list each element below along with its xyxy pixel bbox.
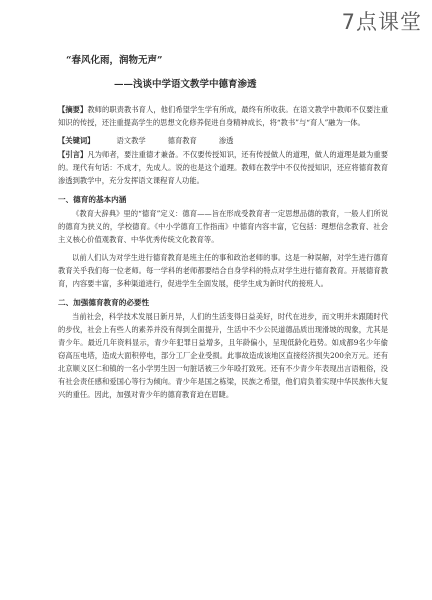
keywords-row — [58, 135, 388, 148]
intro-label: 【引言】 — [58, 149, 88, 159]
article-subtitle: ——浅谈中学语文教学中德育渗透 — [114, 79, 257, 90]
article-body — [58, 52, 388, 407]
keyword-item: 德育教育 — [167, 135, 197, 145]
section-paragraph: 当前社会，科学技术发展日新月异，人们的生活变得日益美好，时代在进步，而文明并未跟随时代的步伐，社会上有些人的素养并没有得到全面提升，生活中不少公民道德品质出现滑坡的现象，尤其是青少年。最近几年资料显示，青少年犯罪日益增多，且年龄偏小，呈现低龄化趋势。如成都9名少年偷窃高压电塔，造成大面积停电，部分工厂企业受损。此事故造成该地区直接经济损失200余万元。还有北京顺义区仁和镇的一名小学男生因一句脏话被三少年殴打致死。还有不少青少年表现出言语粗俗，没有社会责任感和爱国心等行为倾向。青少年是国之栋梁，民族之希望，他们肩负着实现中华民族伟大复兴的重任。因此，加强对青少年的德育教育迫在眉睫。 — [58, 311, 388, 399]
section-heading: 一、德育的基本内涵 — [58, 194, 127, 204]
abstract-label: 【摘要】 — [58, 105, 88, 114]
abstract-text: 教师的职责教书育人，他们希望学生学有所成，最终有所收获。在语文教学中教师不仅要注重知识的传授，还注重提高学生的思想文化修养促进自身精神成长，将“教书”与“育人”融为一体。 — [58, 105, 389, 127]
keywords-label: 【关键词】 — [58, 135, 95, 145]
intro-text: 凡为师者，要注重德才兼备。不仅要传授知识，还有传授做人的道理，做人的道理是最为重要的。现代有句话：不成才，先成人。说的也是这个道理。教师在教学中不仅传授知识，还应将德育教育渗透到教学中，充分发挥语文课程育人功能。 — [58, 149, 389, 185]
abstract-paragraph — [58, 104, 388, 130]
section-heading: 二、加强德育教育的必要性 — [58, 297, 150, 307]
section-paragraph: 以前人们认为对学生进行德育教育是班主任的事和政治老师的事。这是一种误解，对学生进行德育教育关乎我们每一位老师。每一学科的老师都要结合自身学科的特点对学生进行德育教育。开展德育教育，内容要丰富，多种渠道进行，促进学生全面发展，使学生成为新时代的接班人。 — [58, 252, 388, 288]
article-title: “春风化雨，润物无声” — [66, 55, 163, 66]
intro-paragraph — [58, 149, 388, 188]
section-paragraph: 《教育大辞典》里的“德育”定义：德育——旨在形成受教育者一定思想品德的教育，一般人们所说的德育为狭义的，学校德育。《中小学德育工作指南》中德育内容丰富，它包括：理想信念教育、社会主义核心价值观教育、中华优秀传统文化教育等。 — [58, 208, 388, 244]
keyword-item: 语文教学 — [116, 135, 146, 145]
watermark-logo: 7点课堂 — [341, 10, 422, 34]
keyword-item: 渗透 — [218, 135, 234, 145]
